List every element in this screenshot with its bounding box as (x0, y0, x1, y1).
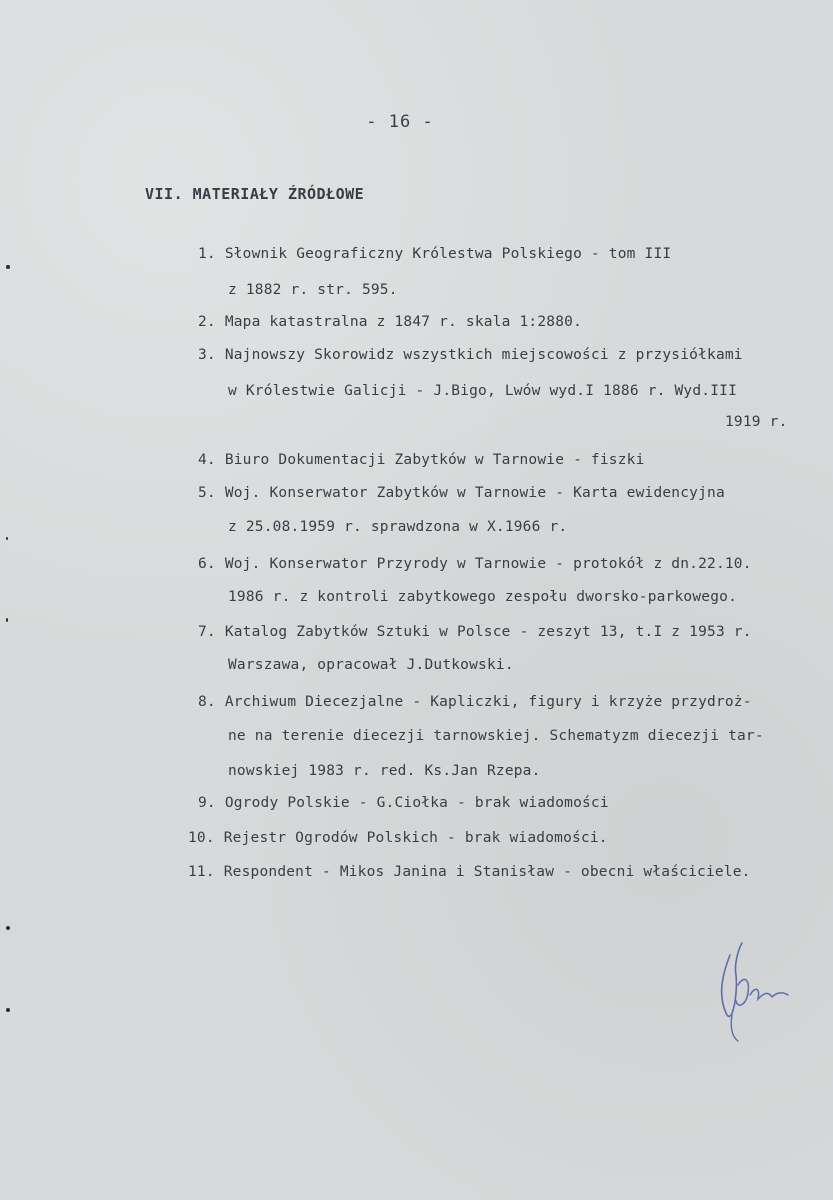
margin-mark (6, 926, 10, 930)
entry-text: Ogrody Polskie - G.Ciołka - brak wiadomości (224, 795, 609, 811)
entry-text: Archiwum Diecezjalne - Kapliczki, figury i krzyże przydroż- (224, 694, 752, 710)
entry-6-line-1 (198, 556, 752, 572)
entry-text: Słownik Geograficzny Królestwa Polskiego - tom III (224, 246, 672, 262)
entry-text: Biuro Dokumentacji Zabytków w Tarnowie - fiszki (224, 452, 645, 468)
entry-3-line-2: w Królestwie Galicji - J.Bigo, Lwów wyd.I 1886 r. Wyd.III (228, 383, 737, 399)
entry-number: 2. (198, 314, 216, 330)
margin-mark (6, 1008, 10, 1012)
entry-1-line-2: z 1882 r. str. 595. (228, 282, 398, 298)
entry-5-line-1 (198, 485, 725, 501)
entry-9-line-1 (198, 795, 609, 811)
entry-text: Mapa katastralna z 1847 r. skala 1:2880. (224, 314, 583, 330)
entry-text: Najnowszy Skorowidz wszystkich miejscowości z przysiółkami (224, 347, 743, 363)
entry-number: 9. (198, 795, 216, 811)
entry-text: Rejestr Ogrodów Polskich - brak wiadomości. (223, 830, 608, 846)
handwritten-signature-icon (708, 935, 798, 1045)
entry-text: Respondent - Mikos Janina i Stanisław - obecni właściciele. (223, 864, 751, 880)
entry-2-line-1 (198, 314, 582, 330)
entry-7-line-1 (198, 624, 752, 640)
entry-number: 4. (198, 452, 216, 468)
entry-7-line-2: Warszawa, opracował J.Dutkowski. (228, 657, 514, 673)
entry-number: 11. (188, 864, 215, 880)
entry-text: Woj. Konserwator Przyrody w Tarnowie - protokół z dn.22.10. (224, 556, 752, 572)
entry-8-line-3: nowskiej 1983 r. red. Ks.Jan Rzepa. (228, 763, 541, 779)
entry-number: 7. (198, 624, 216, 640)
entry-number: 5. (198, 485, 216, 501)
page-number: - 16 - (366, 112, 434, 132)
entry-text: Woj. Konserwator Zabytków w Tarnowie - Karta ewidencyjna (224, 485, 725, 501)
margin-mark (6, 265, 10, 269)
entry-text: Katalog Zabytków Sztuki w Polsce - zeszyt 13, t.I z 1953 r. (224, 624, 752, 640)
entry-8-line-2: ne na terenie diecezji tarnowskiej. Schematyzm diecezji tar- (228, 728, 764, 744)
entry-5-line-2: z 25.08.1959 r. sprawdzona w X.1966 r. (228, 519, 568, 535)
margin-mark (6, 537, 8, 540)
entry-6-line-2: 1986 r. z kontroli zabytkowego zespołu dworsko-parkowego. (228, 589, 737, 605)
entry-3-line-3: 1919 r. (725, 414, 788, 430)
entry-1-line-1 (198, 246, 671, 262)
entry-number: 1. (198, 246, 216, 262)
entry-number: 8. (198, 694, 216, 710)
section-title: VII. MATERIAŁY ŹRÓDŁOWE (145, 185, 365, 203)
entry-number: 6. (198, 556, 216, 572)
entry-8-line-1 (198, 694, 752, 710)
entry-11-line-1 (188, 864, 751, 880)
margin-mark (6, 618, 8, 622)
entry-number: 3. (198, 347, 216, 363)
entry-3-line-1 (198, 347, 743, 363)
entry-10-line-1 (188, 830, 608, 846)
entry-number: 10. (188, 830, 215, 846)
entry-4-line-1 (198, 452, 645, 468)
